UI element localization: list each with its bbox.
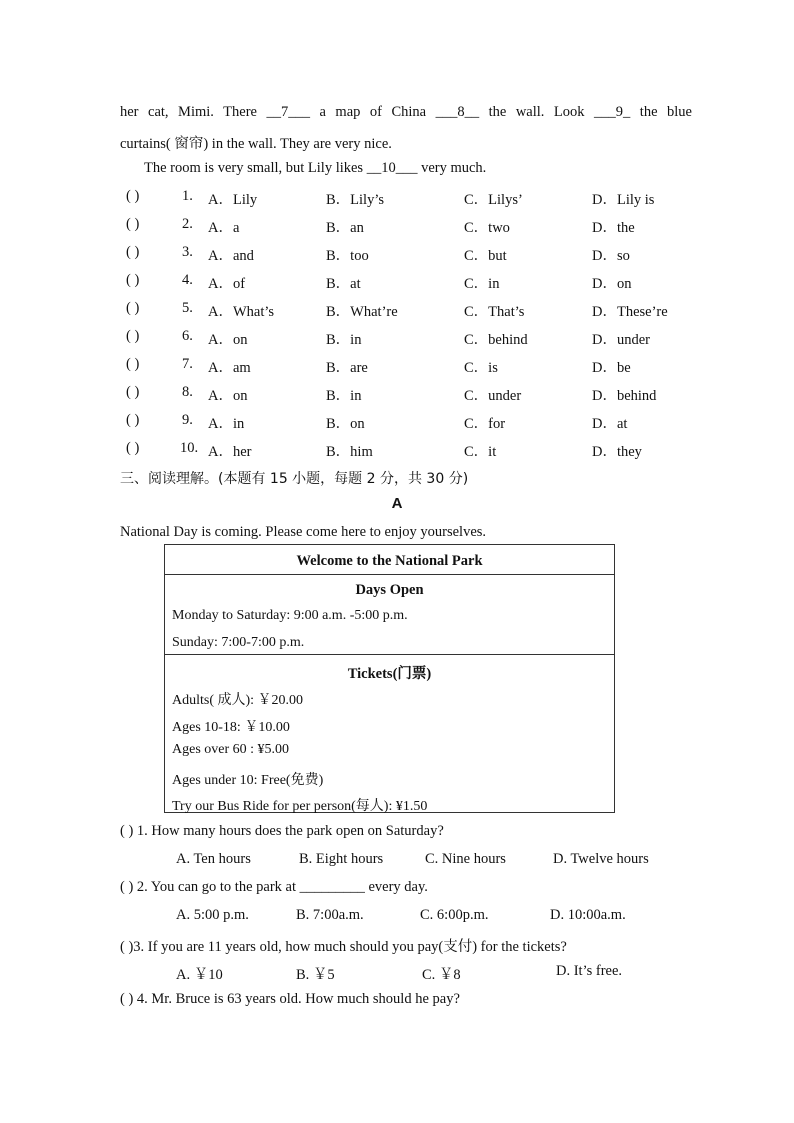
option-b: B. ￥5 xyxy=(296,967,335,983)
ticket-under-10: Ages under 10: Free(免费) xyxy=(172,773,324,788)
option-b: B．at xyxy=(326,276,361,292)
option-c: C．under xyxy=(464,388,522,404)
option-d: D. It’s free. xyxy=(556,963,623,979)
choice-row-7 xyxy=(120,356,700,378)
cloze-line-3: The room is very small, but Lily likes __10___ very much. xyxy=(144,160,487,176)
option-c: C．for xyxy=(464,416,506,432)
option-c: C．behind xyxy=(464,332,528,348)
cloze-line-2: curtains( 窗帘) in the wall. They are very nice. xyxy=(120,136,392,152)
option-d: D．Lily is xyxy=(592,192,655,208)
option-d: D．behind xyxy=(592,388,657,404)
option-a: A．am xyxy=(208,360,251,376)
option-c: C．two xyxy=(464,220,510,236)
option-c: C．it xyxy=(464,444,497,460)
option-a: A．on xyxy=(208,332,248,348)
option-b: B. Eight hours xyxy=(299,851,384,867)
choice-row-10 xyxy=(120,440,700,462)
choice-row-4 xyxy=(120,272,700,294)
ticket-adults: Adults( 成人): ￥20.00 xyxy=(172,693,304,708)
option-b: B．in xyxy=(326,332,362,348)
option-a: A．and xyxy=(208,248,254,264)
choice-row-5 xyxy=(120,300,700,322)
question-number: 7. xyxy=(182,356,193,372)
park-notice xyxy=(164,544,615,813)
option-c: C．Lilys’ xyxy=(464,192,523,208)
option-c: C．That’s xyxy=(464,304,525,320)
question-1: ( ) 1. How many hours does the park open on Saturday? xyxy=(120,823,444,839)
question-3: ( )3. If you are 11 years old, how much should you pay(支付) for the tickets? xyxy=(120,939,567,955)
choice-row-2 xyxy=(120,216,700,238)
question-number: 1. xyxy=(182,188,193,204)
option-a: A．her xyxy=(208,444,252,460)
option-a: A．a xyxy=(208,220,240,236)
answer-blank[interactable]: ( ) xyxy=(126,188,140,204)
question-number: 3. xyxy=(182,244,193,260)
answer-blank[interactable]: ( ) xyxy=(126,356,140,372)
divider xyxy=(165,654,614,655)
option-b: B．an xyxy=(326,220,364,236)
question-number: 9. xyxy=(182,412,193,428)
answer-blank[interactable]: ( ) xyxy=(126,384,140,400)
option-d: D．they xyxy=(592,444,642,460)
option-d: D．These’re xyxy=(592,304,668,320)
option-b: B．What’re xyxy=(326,304,398,320)
option-b: B．are xyxy=(326,360,368,376)
option-d: D．so xyxy=(592,248,630,264)
bus-ride-price: Try our Bus Ride for per person(每人): ¥1.50 xyxy=(172,799,428,814)
ticket-ages-10-18: Ages 10-18: ￥10.00 xyxy=(172,720,290,735)
option-b: B．in xyxy=(326,388,362,404)
section-title: 三、阅读理解。(本题有 15 小题，每题 2 分，共 30 分) xyxy=(120,471,469,487)
choice-row-8 xyxy=(120,384,700,406)
days-open-heading: Days Open xyxy=(355,582,424,598)
option-a: A．What’s xyxy=(208,304,275,320)
option-d: D．at xyxy=(592,416,628,432)
question-number: 8. xyxy=(182,384,193,400)
question-2-options xyxy=(176,907,676,929)
answer-blank[interactable]: ( ) xyxy=(126,244,140,260)
notice-title: Welcome to the National Park xyxy=(296,553,483,569)
option-a: A. Ten hours xyxy=(176,851,251,867)
option-c: C. ￥8 xyxy=(422,967,461,983)
option-b: B．too xyxy=(326,248,369,264)
option-b: B. 7:00a.m. xyxy=(296,907,364,923)
option-c: C. 6:00p.m. xyxy=(420,907,489,923)
option-c: C. Nine hours xyxy=(425,851,506,867)
option-d: D．the xyxy=(592,220,635,236)
question-2: ( ) 2. You can go to the park at _________ every day. xyxy=(120,879,428,895)
option-d: D. Twelve hours xyxy=(553,851,649,867)
choice-row-6 xyxy=(120,328,700,350)
option-b: B．Lily’s xyxy=(326,192,385,208)
choice-row-3 xyxy=(120,244,700,266)
option-a: A．Lily xyxy=(208,192,258,208)
question-4: ( ) 4. Mr. Bruce is 63 years old. How much should he pay? xyxy=(120,991,460,1007)
option-c: C．is xyxy=(464,360,498,376)
answer-blank[interactable]: ( ) xyxy=(126,300,140,316)
answer-blank[interactable]: ( ) xyxy=(126,328,140,344)
option-d: D．be xyxy=(592,360,631,376)
option-c: C．but xyxy=(464,248,507,264)
question-number: 10. xyxy=(180,440,199,456)
answer-blank[interactable]: ( ) xyxy=(126,216,140,232)
option-b: B．him xyxy=(326,444,373,460)
choice-row-9 xyxy=(120,412,700,434)
option-a: A．in xyxy=(208,416,245,432)
ticket-over-60: Ages over 60 : ¥5.00 xyxy=(172,742,290,757)
hours-sunday: Sunday: 7:00-7:00 p.m. xyxy=(172,635,305,650)
option-d: D．under xyxy=(592,332,650,348)
answer-blank[interactable]: ( ) xyxy=(126,272,140,288)
hours-weekday: Monday to Saturday: 9:00 a.m. -5:00 p.m. xyxy=(172,608,408,623)
option-d: D. 10:00a.m. xyxy=(550,907,626,923)
question-number: 2. xyxy=(182,216,193,232)
option-a: A．on xyxy=(208,388,248,404)
option-a: A. 5:00 p.m. xyxy=(176,907,249,923)
option-d: D．on xyxy=(592,276,632,292)
tickets-heading: Tickets(门票) xyxy=(347,666,432,682)
option-b: B．on xyxy=(326,416,365,432)
reading-intro: National Day is coming. Please come here to enjoy yourselves. xyxy=(120,524,487,540)
part-label: A xyxy=(391,495,403,512)
answer-blank[interactable]: ( ) xyxy=(126,412,140,428)
question-number: 4. xyxy=(182,272,193,288)
question-1-options xyxy=(176,851,676,873)
question-number: 5. xyxy=(182,300,193,316)
option-a: A. ￥10 xyxy=(176,967,223,983)
question-number: 6. xyxy=(182,328,193,344)
question-3-options xyxy=(176,963,676,985)
choice-row-1 xyxy=(120,188,700,210)
option-c: C．in xyxy=(464,276,500,292)
cloze-line-1: her cat, Mimi. There __7___ a map of China ___8__ the wall. Look ___9_ the blue xyxy=(120,104,692,120)
option-a: A．of xyxy=(208,276,246,292)
answer-blank[interactable]: ( ) xyxy=(126,440,140,456)
divider xyxy=(165,574,614,575)
